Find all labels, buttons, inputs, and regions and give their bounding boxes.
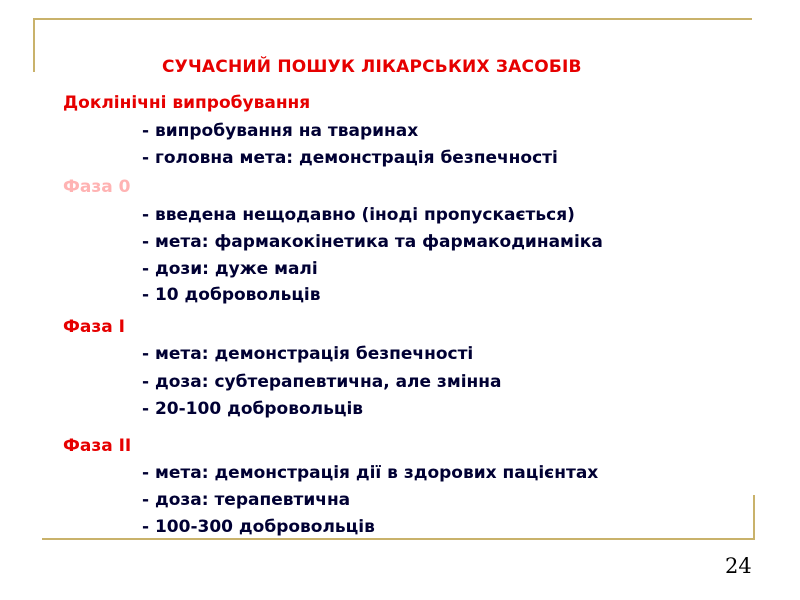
list-item: - доза: субтерапевтична, але змінна (142, 372, 502, 392)
list-item: - доза: терапевтична (142, 490, 351, 510)
list-item: - введена нещодавно (іноді пропускається) (142, 205, 575, 225)
slide-title: СУЧАСНИЙ ПОШУК ЛІКАРСЬКИХ ЗАСОБІВ (162, 57, 582, 77)
section-heading-preclinical: Доклінічні випробування (63, 93, 311, 113)
frame-top-line (33, 18, 752, 20)
list-item: - 10 добровольців (142, 285, 321, 305)
list-item: - мета: демонстрація дії в здорових пацієнтах (142, 463, 599, 483)
list-item: - головна мета: демонстрація безпечності (142, 148, 558, 168)
list-item: - 100-300 добровольців (142, 517, 375, 537)
section-heading-phase-0: Фаза 0 (63, 177, 131, 197)
frame-left-line (33, 18, 35, 72)
list-item: - мета: фармакокінетика та фармакодинаміка (142, 232, 603, 252)
list-item: - 20-100 добровольців (142, 399, 364, 419)
section-heading-phase-1: Фаза I (63, 317, 125, 337)
list-item: - мета: демонстрація безпечності (142, 344, 474, 364)
section-heading-phase-2: Фаза II (63, 436, 132, 456)
list-item: - випробування на тваринах (142, 121, 419, 141)
frame-bottom-line (42, 538, 755, 540)
page-number: 24 (725, 554, 752, 578)
frame-right-line (753, 495, 755, 540)
list-item: - дози: дуже малі (142, 259, 318, 279)
